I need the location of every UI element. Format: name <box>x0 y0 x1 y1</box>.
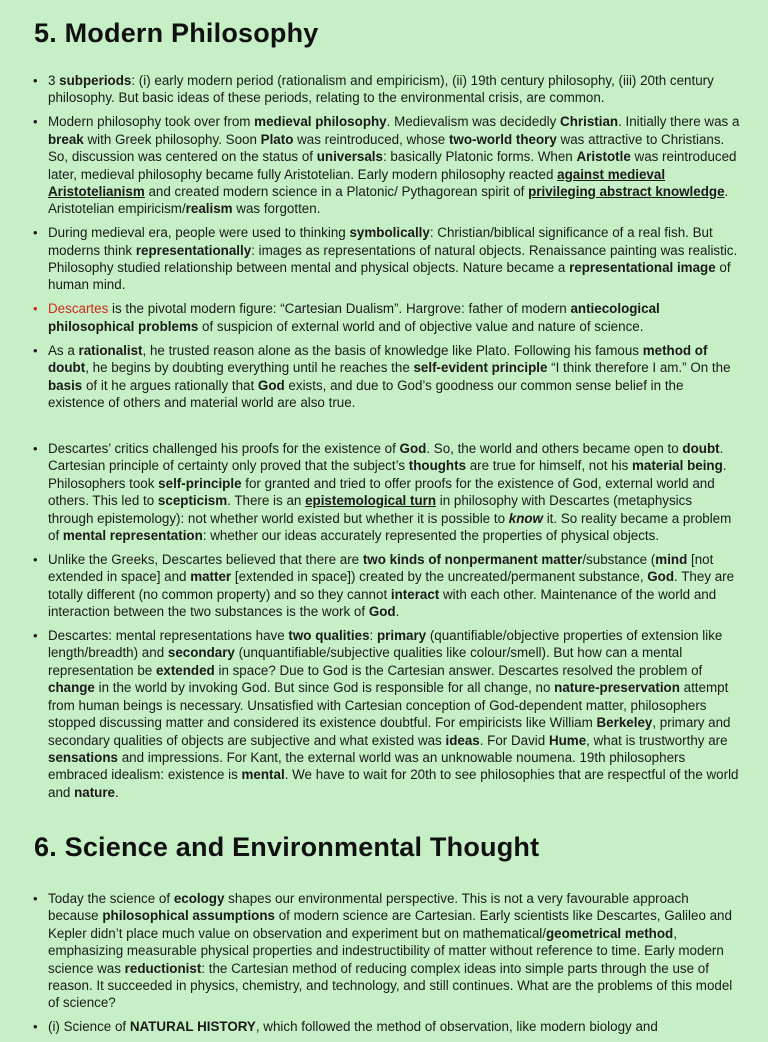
bold-text-run: against medieval Aristotelianism <box>48 166 666 199</box>
bold-text-run: know <box>508 510 543 526</box>
text-run: . So, the world and others became open to <box>426 441 683 456</box>
text-run: “I think therefore I am.” On the <box>547 360 731 376</box>
text-run: /substance ( <box>582 551 656 567</box>
text-run: was attractive to Christians. So, discussion was centered on the status of <box>48 131 725 165</box>
bold-text-run: universals <box>316 149 383 165</box>
text-run: 3 <box>48 73 60 88</box>
bullet-item <box>0 224 768 294</box>
text-run: in philosophy with Descartes (metaphysics through epistemology): not whether world existed but whether it is possible to <box>48 493 693 526</box>
bullet-marker: • <box>33 1019 38 1035</box>
text-run: with Greek philosophy. Soon <box>83 131 261 147</box>
bold-text-run: matter <box>190 569 232 585</box>
bullet-marker: • <box>33 891 38 906</box>
bold-text-run: mental <box>241 767 285 783</box>
text-run: Unlike the Greeks, Descartes believed that there are <box>48 551 363 567</box>
bold-text-run: self-evident principle <box>413 360 548 376</box>
text-run: [extended in space]) created by the uncreated/permanent substance, <box>231 569 648 585</box>
bold-text-run: scepticism <box>157 493 228 509</box>
section-6-heading: 6. Science and Environmental Thought <box>34 832 540 862</box>
bullet-marker: • <box>33 73 38 88</box>
bullet-marker: • <box>33 628 38 644</box>
text-run: . <box>395 604 400 620</box>
bold-text-run: secondary <box>167 645 235 661</box>
bullet-marker: • <box>33 225 38 241</box>
text-run: : Christian/biblical significance of a real fish. But moderns think <box>48 225 713 258</box>
text-run: . There is an <box>227 493 306 509</box>
bold-text-run: basis <box>48 377 83 393</box>
bold-text-run: interact <box>390 586 440 602</box>
text-run: , he begins by doubting everything until he reaches the <box>85 360 414 376</box>
bold-text-run: break <box>48 131 84 147</box>
text-run: : <box>369 628 377 644</box>
text-run: Descartes’ critics challenged his proofs for the existence of <box>48 441 400 456</box>
bullet-item <box>0 300 768 335</box>
bullet-item <box>0 890 768 1012</box>
bold-text-run: extended <box>155 662 215 678</box>
text-run: it. So reality became a problem of <box>48 510 732 544</box>
text-run: . We have to wait for 20th to see philosophies that are respectful of the world and <box>48 767 739 800</box>
bullet-item <box>0 72 768 107</box>
text-run: [not extended in space] and <box>48 551 714 585</box>
bold-text-run: geometrical method <box>545 925 674 941</box>
text-run: . Medievalism was decidedly <box>386 114 561 130</box>
text-run: : basically Platonic forms. When <box>382 149 577 165</box>
bold-text-run: representationally <box>135 242 252 258</box>
text-run: of it he argues rationally that <box>82 377 258 393</box>
bold-text-run: philosophical assumptions <box>102 908 275 924</box>
bold-text-run: subperiods <box>59 73 132 88</box>
text-run: : whether our ideas accurately represented the properties of physical objects. <box>202 528 660 544</box>
text-run: , primary and secondary qualities of objects are subjective and what existed was <box>48 715 731 748</box>
bold-text-run: ecology <box>173 891 225 906</box>
text-run: was reintroduced, whose <box>293 131 449 147</box>
bold-text-run: thoughts <box>408 458 467 474</box>
text-run: . Philosophers took <box>48 458 727 491</box>
text-run: and created modern science in a Platonic/ Pythagorean spirit of <box>144 183 529 199</box>
text-run: are true for himself, not his <box>466 458 632 474</box>
bullet-marker: • <box>33 342 38 358</box>
text-run: of human mind. <box>48 260 731 293</box>
bold-text-run: epistemological turn <box>305 493 437 509</box>
text-run: . Cartesian principle of certainty only proved that the subject’s <box>48 441 724 474</box>
text-run: , what is trustworthy are <box>586 732 728 748</box>
text-run: : images as representations of natural objects. Renaissance painting was realistic. Philosophy studied relationship between mental and physical objects. Nature became a <box>48 242 738 276</box>
text-run: was forgotten. <box>232 201 321 217</box>
text-run: shapes our environmental perspective. This is not a very favourable approach because <box>48 891 689 924</box>
bullet-marker: • <box>33 301 38 317</box>
bold-text-run: ideas <box>445 732 480 748</box>
bullet-item <box>0 627 768 801</box>
text-run: , which followed the method of observation, like modern biology and <box>255 1019 658 1035</box>
text-run: . Aristotelian empiricism/ <box>48 183 729 217</box>
text-run: and impressions. For Kant, the external world was an unknowable noumena. 19th philosophers embraced idealism: existence is <box>48 749 686 783</box>
text-run: (unquantifiable/subjective qualities like colour/smell). But how can a mental representation be <box>48 645 683 678</box>
bold-text-run: nature <box>74 784 115 800</box>
text-run: with each other. Maintenance of the world and interaction between the two substances is the work of <box>48 586 717 620</box>
bold-text-run: self-principle <box>158 475 242 491</box>
bold-text-run: Aristotle <box>576 149 631 165</box>
text-run: During medieval era, people were used to thinking <box>48 225 350 241</box>
text-run: . For David <box>479 732 549 748</box>
bold-text-run: two qualities <box>288 628 370 644</box>
bold-text-run: two-world theory <box>448 131 557 147</box>
bold-text-run: God <box>647 569 675 585</box>
text-run: (i) Science of <box>48 1019 130 1035</box>
text-run: . Initially there was a <box>618 114 740 130</box>
text-run: for granted and tried to offer proofs for the existence of God, external world and others. This led to <box>48 475 715 509</box>
bullet-marker: • <box>33 551 38 567</box>
bold-text-run: symbolically <box>349 225 430 241</box>
section-5-heading: 5. Modern Philosophy <box>34 18 319 48</box>
bold-text-run: Berkeley <box>596 715 653 731</box>
text-run: in space? Due to God is the Cartesian answer. Descartes resolved the problem of <box>214 662 703 678</box>
text-run: of modern science are Cartesian. Early scientists like Descartes, Galileo and Kepler didn’t place much value on observation and experiment but on mathematical/ <box>48 908 732 941</box>
bold-text-run: God <box>399 441 427 456</box>
bold-text-run: sensations <box>48 749 118 765</box>
text-run: Modern philosophy took over from <box>48 114 255 130</box>
bold-text-run: NATURAL HISTORY <box>129 1019 256 1035</box>
bold-text-run: mental representation <box>62 528 203 544</box>
bold-text-run: realism <box>185 201 233 217</box>
bullet-item <box>0 551 768 621</box>
bullet-marker: • <box>33 114 38 130</box>
text-run: (quantifiable/objective properties of extension like length/breadth) and <box>48 628 723 661</box>
text-run: is the pivotal modern figure: “Cartesian Dualism”. Hargrove: father of modern <box>108 301 571 317</box>
text-run: . <box>115 784 119 800</box>
text-run: . They are totally different (no common property) and so they cannot <box>48 569 735 602</box>
bullet-item <box>0 113 768 217</box>
bold-text-run: Christian <box>560 114 619 130</box>
bold-text-run: reductionist <box>124 960 202 976</box>
bold-text-run: medieval philosophy <box>254 114 387 130</box>
bold-text-run: primary <box>376 628 427 644</box>
text-run: Today the science of <box>48 891 174 906</box>
bold-text-run: representational image <box>569 260 716 276</box>
bullet-item <box>0 440 768 544</box>
text-run: was reintroduced later, medieval philosophy became fully Aristotelian. Early modern philosophy reacted <box>48 149 737 182</box>
bold-text-run: Plato <box>260 131 294 147</box>
text-run: , emphasizing measurable physical properties and indestructibility of matter without reference to time. Early modern science was <box>48 925 724 976</box>
section-5-list-part-2 <box>0 440 768 808</box>
bullet-marker: • <box>33 441 38 456</box>
text-run: attempt from human beings is necessary. Unsatisfied with Cartesian conception of God-dependent matter, philosophers stopped discussing matter and considered its existence doubtful. For empiricists like William <box>48 680 729 731</box>
bold-text-run: doubt <box>682 441 720 456</box>
bold-text-run: Hume <box>548 732 587 748</box>
bold-text-run: privileging abstract knowledge <box>528 183 725 199</box>
bold-text-run: two kinds of nonpermanent matter <box>362 551 583 567</box>
text-run: As a <box>48 342 79 358</box>
text-run: Descartes: mental representations have <box>48 628 289 644</box>
bold-text-run: mind <box>655 551 688 567</box>
bold-text-run: change <box>48 680 95 696</box>
text-run: : the Cartesian method of reducing complex ideas into simple parts through the use of reason. It succeeded in physics, chemistry, and technology, and still continues. What are the problems of this model of science? <box>48 960 733 1011</box>
text-run: : (i) early modern period (rationalism and empiricism), (ii) 19th century philosophy, (iii) 20th century philosophy. But basic ideas of these periods, relating to the environmental crisis, are common. <box>48 73 714 106</box>
bullet-item <box>0 1018 768 1035</box>
bold-text-run: rationalist <box>78 342 143 358</box>
section-6-list <box>0 890 768 1042</box>
bold-text-run: God <box>257 377 285 393</box>
text-run: , he trusted reason alone as the basis of knowledge like Plato. Following his famous <box>142 342 643 358</box>
text-run: of suspicion of external world and of objective value and nature of science. <box>198 318 644 334</box>
text-run: exists, and due to God’s goodness our common sense belief in the existence of others and material world are also true. <box>48 377 684 410</box>
section-5-list-part-1 <box>0 72 768 418</box>
bold-text-run: nature-preservation <box>554 680 680 696</box>
bullet-item <box>0 342 768 412</box>
bold-text-run: material being <box>631 458 723 474</box>
text-run: Descartes <box>48 301 109 317</box>
bold-text-run: method of doubt <box>48 342 708 376</box>
text-run: in the world by invoking God. But since God is responsible for all change, no <box>94 680 555 696</box>
bold-text-run: God <box>368 604 396 620</box>
bold-text-run: antiecological philosophical problems <box>48 301 660 334</box>
